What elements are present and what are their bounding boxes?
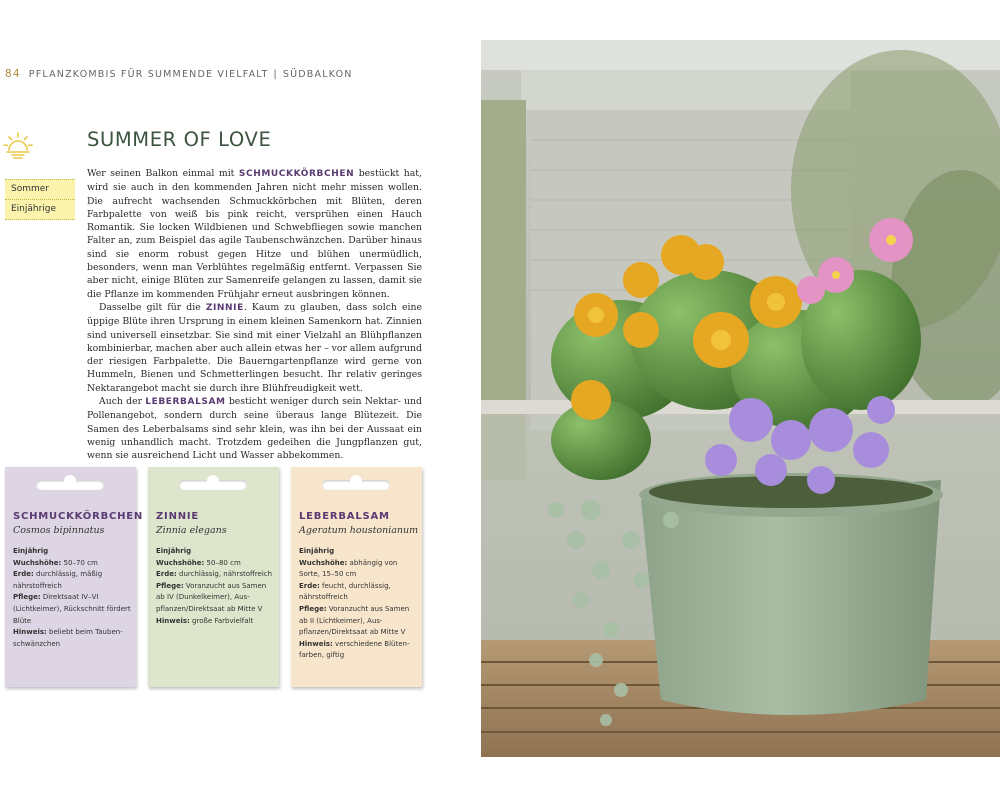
hang-hole (36, 480, 104, 490)
tag-einjaehrige: Einjährige (5, 199, 75, 220)
card-name: SCHMUCKKÖRBCHEN (13, 511, 144, 522)
card-details: Einjährig Wuchshöhe: abhängig von Sorte, 15–50 cm Erde: feucht, durchlässig, nährstoffreich Pflege: Voranzucht aus Samen ab II (Lichtkeimer), Auspflanzen/Direktsaat ab Mitte V Hinweis: verschiedene Blütenfarben, giftig (299, 547, 410, 660)
tag-sommer: Sommer (5, 179, 75, 199)
header-section: PFLANZKOMBIS FÜR SUMMENDE VIELFALT (28, 69, 269, 80)
body-text (87, 167, 422, 463)
card-details: Einjährig Wuchshöhe: 50–80 cm Erde: durchlässig, nährstoffreich Pflege: Voranzucht aus Samen ab IV (Dunkelkeimer), Auspflanzen/Direktsaat ab Mitte V Hinweis: große Farbvielfalt (156, 547, 273, 625)
plant-highlight: SCHMUCKKÖRBCHEN (238, 169, 355, 179)
running-header: 84 PFLANZKOMBIS FÜR SUMMENDE VIELFALT | SÜDBALKON (5, 68, 353, 80)
paragraph: Wer seinen Balkon einmal mit SCHMUCKKÖRBCHEN bestückt hat, wird sie auch in den kommenden Jahren nicht mehr missen wollen. Die aufrecht wachsenden Schmuckkörbchen mit Blüten, deren Farbpalette von weiß bis pink reicht, versprühen einen Hauch Romantik. Sie locken Wildbienen und Schwebfliegen sowie manchen Falter an, zum Beispiel das agile Taubenschwänzchen. Darüber hinaus sind sie enorm robust gegen Hitze und blühen unermüdlich, besonders, wenn man Verblühtes regelmäßig entfernt. Verpassen Sie aber nicht, einige Blüten zur Samenreife gelangen zu lassen, damit sie die Pflanze im kommenden Frühjahr erneut ausbringen können. (87, 168, 422, 300)
plant-pot-photo (481, 40, 1000, 757)
page-number: 84 (5, 68, 21, 80)
plant-highlight: LEBERBALSAM (145, 397, 226, 408)
page-title: SUMMER OF LOVE (87, 128, 272, 151)
sun-icon (2, 130, 34, 162)
plant-card-schmuckkoerbchen (5, 467, 144, 687)
card-name: LEBERBALSAM (299, 511, 390, 522)
card-latin: Ageratum houstonianum (299, 525, 419, 536)
card-latin: Zinnia elegans (156, 525, 227, 536)
hang-hole (322, 480, 390, 490)
plant-highlight: ZINNIE (205, 302, 244, 313)
card-details: Einjährig Wuchshöhe: 50–70 cm Erde: durchlässig, mäßig nährstoffreich Pflege: Direktsaat IV–VI (Lichtkeimer), Rückschnitt fördert Blüte Hinweis: beliebt beim Taubenschwänzchen (13, 547, 131, 648)
season-tags (5, 179, 75, 220)
hang-hole (179, 480, 247, 490)
paragraph: Auch der LEBERBALSAM besticht weniger durch sein Nektar- und Pollenangebot, sondern durch seine überaus lange Blütezeit. Die Samen des Leberbalsams sind sehr klein, was ihn bei der Aussaat ein wenig unhandlich macht. Trotzdem gedeihen die Jungpflanzen gut, wenn sie ausreichend Licht und Wasser abbekommen. (87, 396, 422, 462)
plant-card-leberbalsam (291, 467, 422, 687)
header-subsection: SÜDBALKON (282, 69, 353, 80)
plant-card-zinnie (148, 467, 279, 687)
card-name: ZINNIE (156, 511, 200, 522)
card-latin: Cosmos bipinnatus (13, 525, 105, 536)
paragraph: Dasselbe gilt für die ZINNIE. Kaum zu glauben, dass solch eine üppige Blüte ihren Ursprung in einem kleinen Samenkorn hat. Zinnien sind universell einsetzbar. Sie sind mit einer Vielzahl an Blühpflanzen kombinierbar, machen aber auch allein etwas her – vor allem aufgrund der riesigen Farbpalette. Die Bauerngartenpflanze wird gerne von Hummeln, Bienen und Schmetterlingen besucht. Ihr relativ geringes Nektarangebot macht sie durch ihre Blühfreudigkeit wett. (87, 301, 422, 394)
